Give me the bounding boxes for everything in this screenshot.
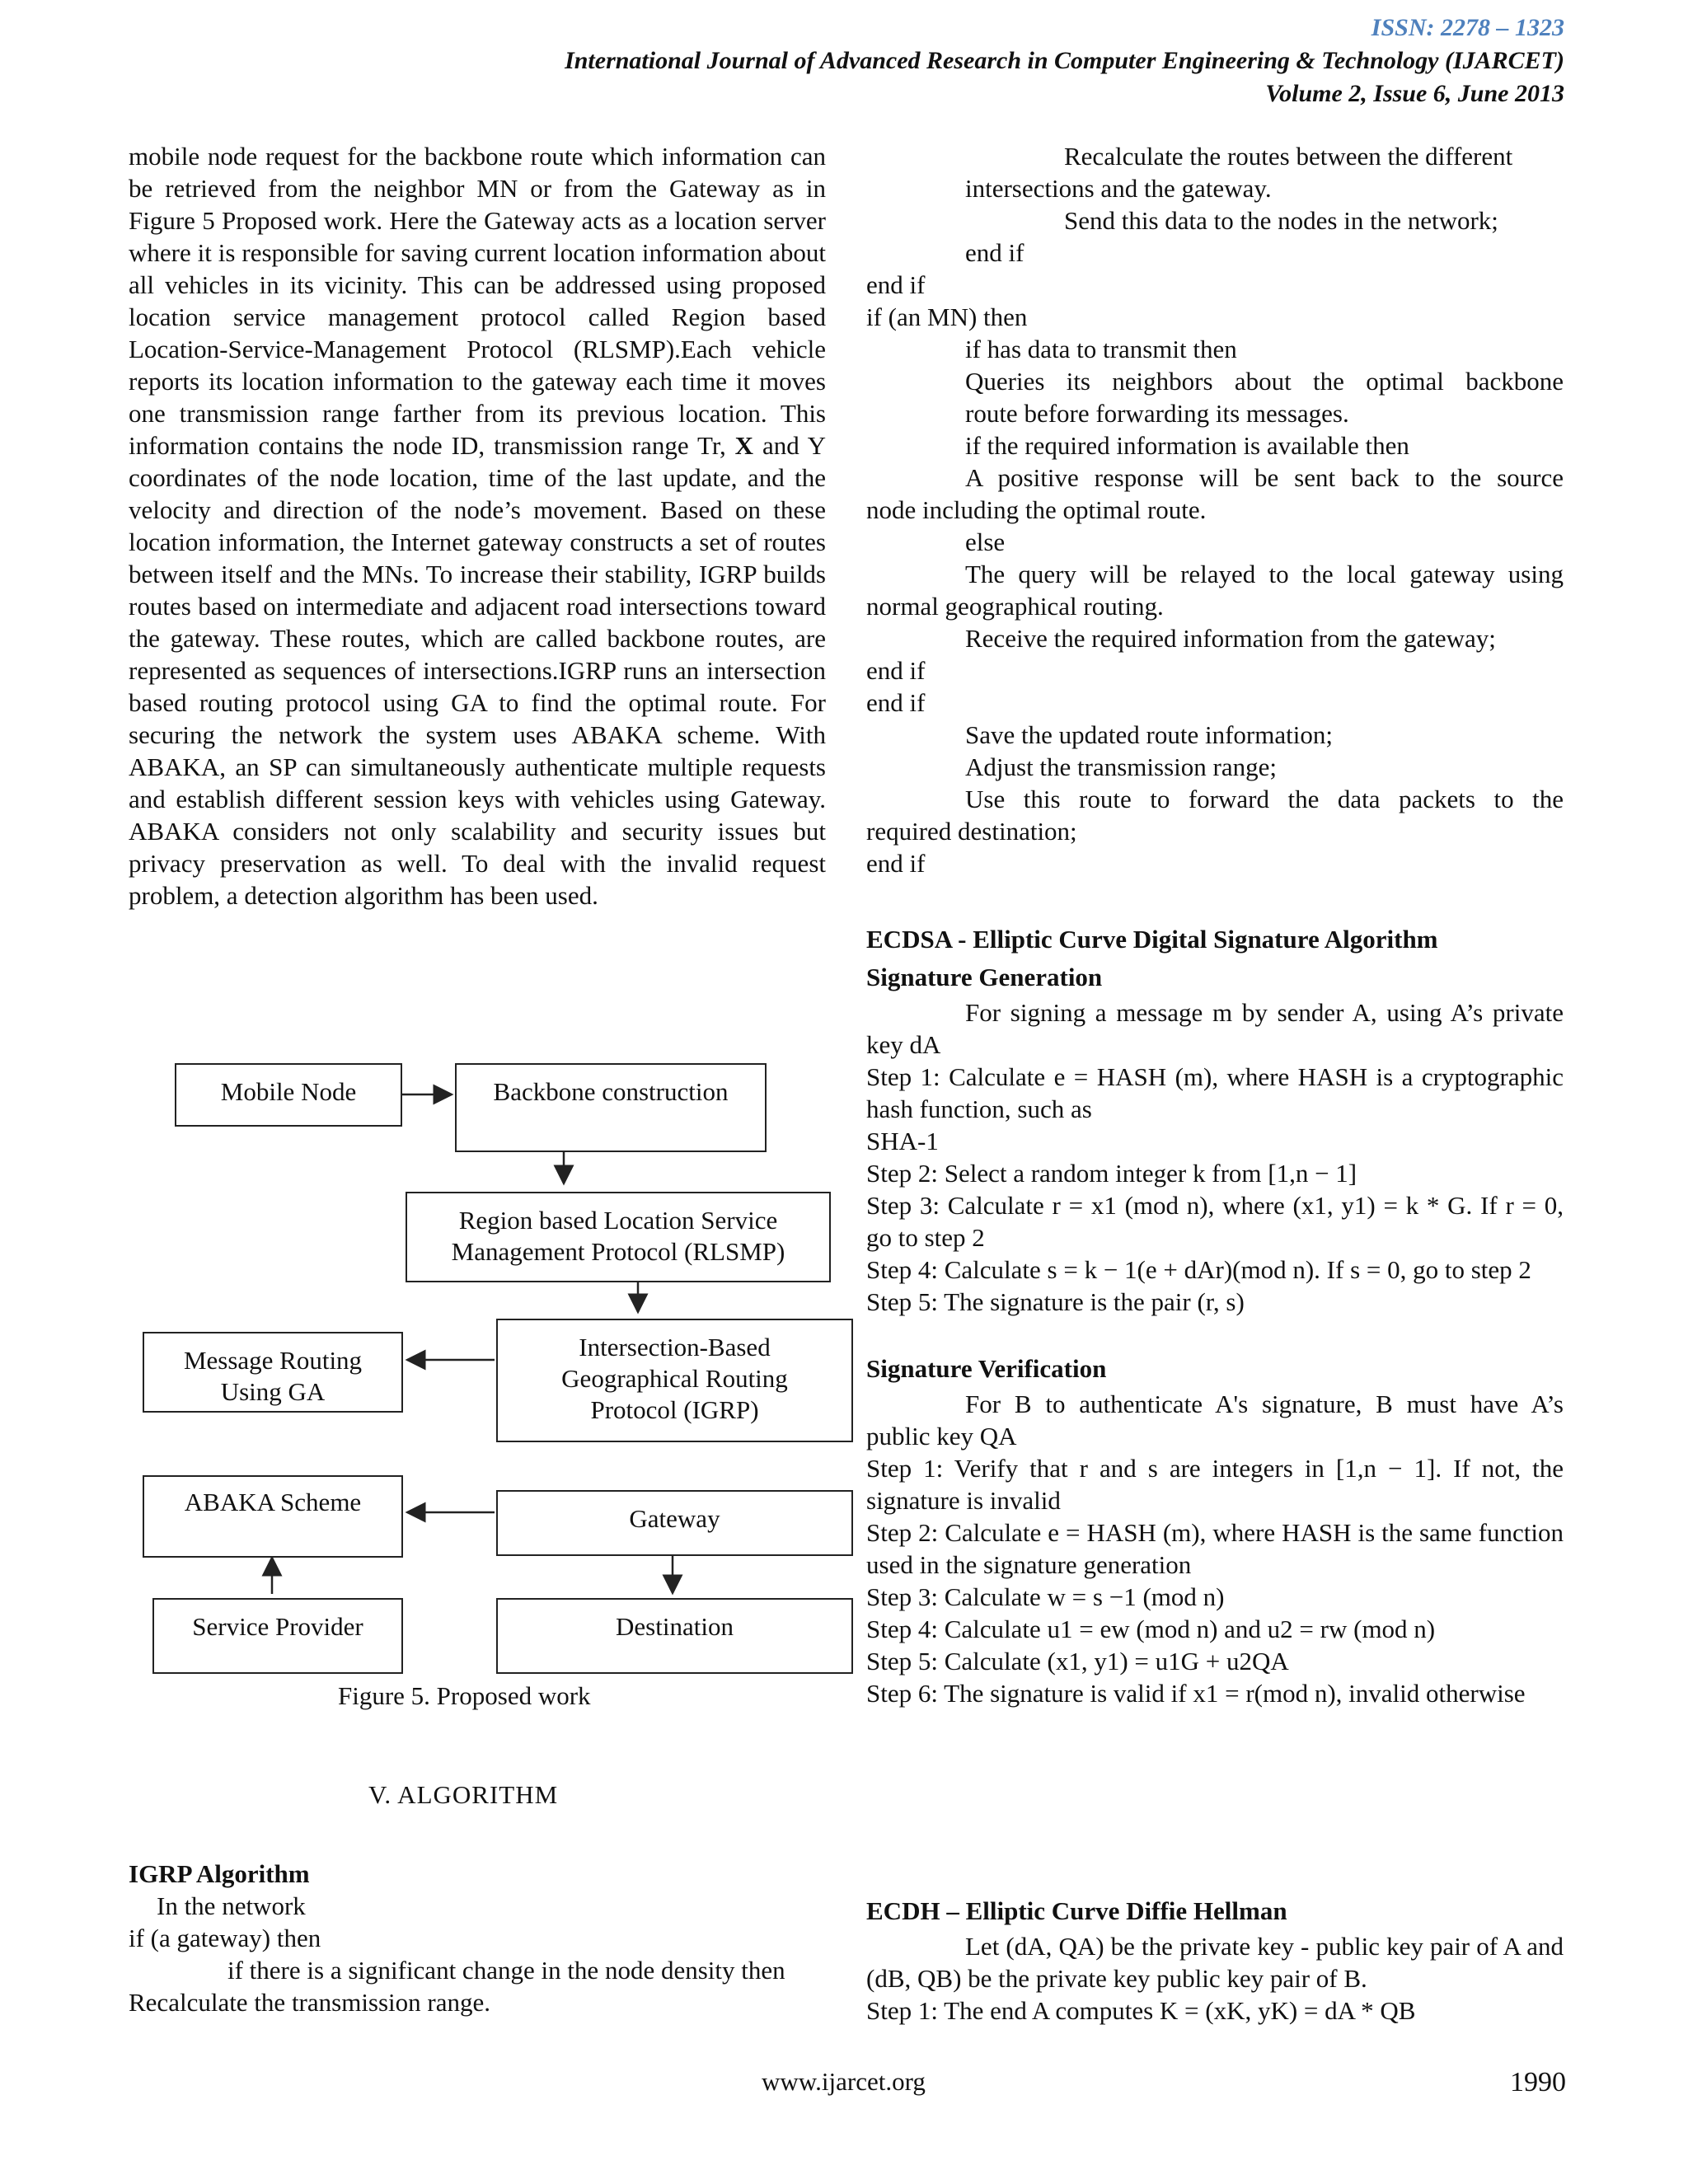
box-abaka-scheme: ABAKA Scheme xyxy=(143,1475,403,1558)
igrp-title: IGRP Algorithm xyxy=(129,1859,310,1888)
ecdh-title: ECDH – Elliptic Curve Diffie Hellman xyxy=(866,1896,1287,1925)
signature-verification-title: Signature Verification xyxy=(866,1354,1107,1383)
box-rlsmp: Region based Location Service Management Protocol (RLSMP) xyxy=(406,1192,831,1282)
box-backbone-construction: Backbone construction xyxy=(455,1063,767,1152)
ecdh-section: ECDH – Elliptic Curve Diffie Hellman Let (dA, QA) be the private key - public key pair of A and (dB, QB) be the private key public key pair of B. Step 1: The end A computes K = (xK, yK) = dA * QB xyxy=(866,1892,1564,2027)
box-mobile-node: Mobile Node xyxy=(175,1063,402,1127)
box-service-provider: Service Provider xyxy=(152,1598,403,1674)
box-destination: Destination xyxy=(496,1598,853,1674)
box-igrp: Intersection-Based Geographical Routing Protocol (IGRP) xyxy=(496,1319,853,1442)
signature-generation-title: Signature Generation xyxy=(866,963,1103,991)
igrp-algorithm: IGRP Algorithm In the network if (a gateway) then if there is a significant change in the node density then Recalculate the transmission range. xyxy=(129,1858,826,2018)
volume-info: Volume 2, Issue 6, June 2013 xyxy=(1265,80,1564,107)
issn: ISSN: 2278 – 1323 xyxy=(1371,14,1564,41)
box-message-routing: Message Routing Using GA xyxy=(143,1332,403,1413)
footer-url: www.ijarcet.org xyxy=(762,2067,926,2096)
ecdsa-title: ECDSA - Elliptic Curve Digital Signature Algorithm xyxy=(866,925,1438,954)
section-title: V. ALGORITHM xyxy=(368,1780,559,1809)
journal-title: International Journal of Advanced Research in Computer Engineering & Technology (IJARCET) xyxy=(565,47,1564,74)
right-column: Recalculate the routes between the different intersections and the gateway. Send this data to the nodes in the network; end if end if if (an MN) then if has data to transmit then Queries its neighbors about the optimal backbone route before forwarding its messages. if the required information is available then A positive response will be sent back to the source node including the optimal route. else The query will be relayed to the local gateway using normal geographical routing. Receive the required information from the gateway; end if end if Save the updated route information; Adjust the transmission range; Use this route to forward the data packets to the required destination; end if ECDSA - Elliptic Curve Digital Signature Algorithm Signature Generation For signing a message m by sender A, using A’s private key dA Step 1: Calculate e = HASH (m), where HASH is a cryptographic hash function, such as SHA-1 Step 2: Select a random integer k from [1,n − 1] Step 3: Calculate r = x1 (mod n), where (x1, y1) = k * G. If r = 0, go to step 2 Step 4: Calculate s = k − 1(e + dAr)(mod n). If s = 0, go to step 2 Step 5: The signature is the pair (r, s) Signature Verification For B to authenticate A's signature, B must have A’s public key QA Step 1: Verify that r and s are integers in [1,n − 1]. If not, the signature is invalid Step 2: Calculate e = HASH (m), where HASH is the same function used in the signature generation Step 3: Calculate w = s −1 (mod n) Step 4: Calculate u1 = ew (mod n) and u2 = rw (mod n) Step 5: Calculate (x1, y1) = u1G + u2QA Step 6: The signature is valid if x1 = r(mod n), invalid otherwise xyxy=(866,142,1564,1708)
box-gateway: Gateway xyxy=(496,1490,853,1556)
body-paragraph: mobile node request for the backbone route which information can be retrieved from the neighbor MN or from the Gateway as in Figure 5 Proposed work. Here the Gateway acts as a location server where it is responsible for saving current location information about all vehicles in its vicinity. This can be addressed using proposed location service management protocol called Region based Location-Service-Management Protocol (RLSMP).Each vehicle reports its location information to the gateway each time it moves one transmission range farther from its previous location. This information contains the node ID, transmission range Tr, X and Y coordinates of the node location, time of the last update, and the velocity and direction of the node’s movement. Based on these location information, the Internet gateway constructs a set of routes between itself and the MNs. To increase their stability, IGRP builds routes based on intermediate and adjacent road intersections toward the gateway. These routes, which are called backbone routes, are represented as sequences of intersections.IGRP runs an intersection based routing protocol using GA to find the optimal route. For securing the network the system uses ABAKA scheme. With ABAKA, an SP can simultaneously authenticate multiple requests and establish different session keys with vehicles using Gateway. ABAKA considers not only scalability and security issues but privacy preservation as well. To deal with the invalid request problem, a detection algorithm has been used. xyxy=(129,142,826,910)
page-number: 1990 xyxy=(1510,2067,1566,2097)
figure-caption: Figure 5. Proposed work xyxy=(338,1681,591,1710)
